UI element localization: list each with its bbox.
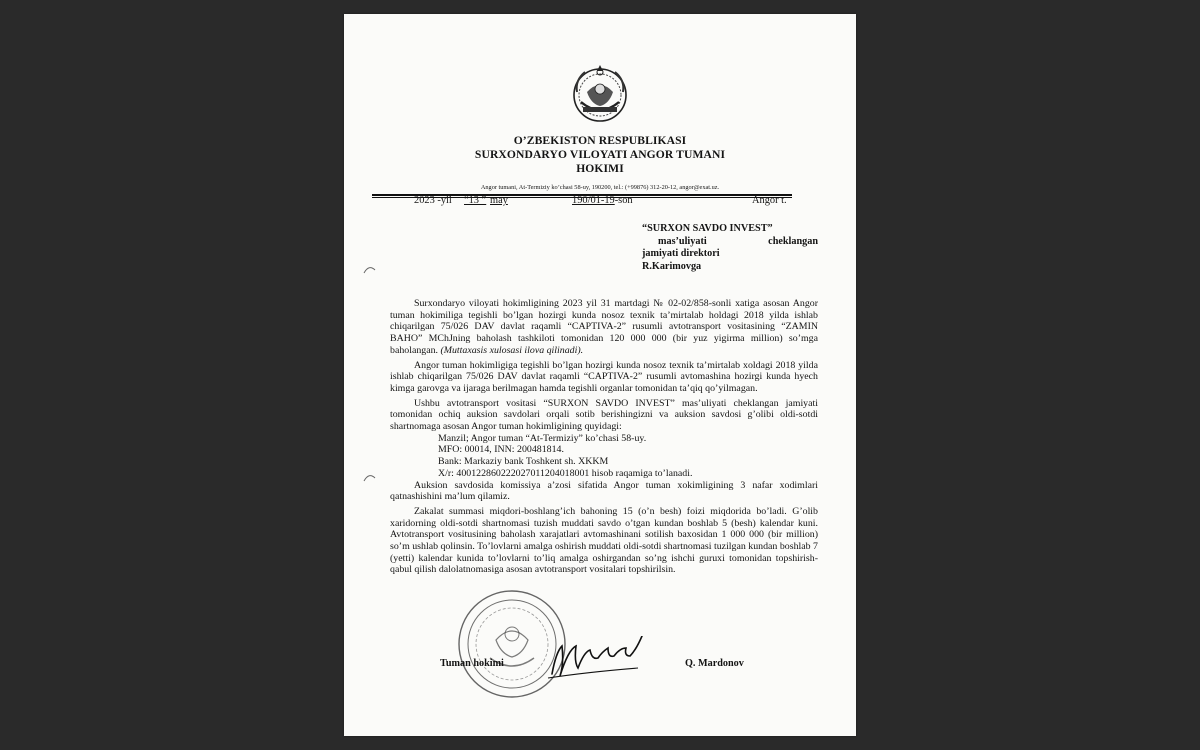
date-place: Angor t. bbox=[752, 195, 787, 206]
requisite-bank: Bank: Markaziy bank Toshkent sh. XKKM bbox=[438, 456, 609, 468]
header-office: HOKIMI bbox=[576, 162, 624, 175]
state-emblem bbox=[569, 62, 631, 124]
punch-hole-mark bbox=[362, 264, 376, 274]
requisite-account: X/r: 400122860222027011204018001 hisob raqamiga to’lanadi. bbox=[438, 467, 693, 479]
paragraph-5: Zakalat summasi miqdori-boshlang’ich bahoning 15 (o’n besh) foizi miqdorida bo’ladi. G’olib xaridorning oldi-sotdi shartnomasi tuzish muddati savdo o’tgan kundan boshlab 5 (besh) kalendar kuni. Avtotransport vositusining baholash xarajatlari avtomashinani sotilish baxosidan 1 000 000 (bir million) so’m ushlab qolinsin. To’lovlarni amalga oshirish muddati oldi-sotdi shartnomasi tuzilgan kundan boshlab 7 (yetti) kalendar kunida to’lovlarni to’liq amalga oshirgandan so’ng ishchi guruxi tomonidan topshirish-qabul qilish dalolatnomasiga asosan avtotransport vositalari topshirilsin. bbox=[390, 505, 818, 576]
recipient-line2: mas’uliyati cheklangan bbox=[658, 235, 818, 247]
letter-page bbox=[344, 14, 856, 736]
header-region: SURXONDARYO VILOYATI ANGOR TUMANI bbox=[474, 148, 726, 161]
recipient-company: “SURXON SAVDO INVEST” bbox=[642, 223, 773, 234]
date-day: “13 ” bbox=[464, 195, 487, 206]
punch-hole-mark bbox=[362, 472, 376, 482]
paragraph-4: Auksion savdosida komissiya a’zosi sifatida Angor tuman xokimligining 3 nafar xodimlari qatnashishini ma’lum qilamiz. bbox=[390, 479, 818, 503]
date-year: 2023 -yil bbox=[414, 195, 452, 206]
paragraph-2: Angor tuman hokimligiga tegishli bo’lgan hozirgi kunda nosoz texnik ta’mirtalab xoldagi 2018 yilda ishlab chiqarilgan 75/026 DAV davlat raqamli “CAPTIVA-2” rusumli avtomashina hozirgi kunda hyech kimga garovga va ijaraga berilmagan hamda tegishli organlar tomonidan ta’qiq qo’yilmagan. bbox=[390, 359, 818, 394]
recipient-block bbox=[642, 223, 818, 273]
header-country: O’ZBEKISTON RESPUBLIKASI bbox=[513, 134, 687, 147]
date-month: may bbox=[490, 195, 508, 206]
recipient-name: R.Karimovga bbox=[642, 260, 702, 272]
letter-body bbox=[390, 298, 818, 576]
requisite-mfo: MFO: 00014, INN: 200481814. bbox=[438, 444, 564, 456]
paragraph-1: Surxondaryo viloyati hokimligining 2023 yil 31 martdagi № 02-02/858-sonli xatiga asosan Angor tuman hokimiliga tegishli bo’lgan hozirgi kunda nosoz texnik ta’mirtalab holdagi 2018 yilda ishlab chiqarilgan 75/026 DAV davlat raqamli “CAPTIVA-2” rusumli avtotransport vositasining “ZAMIN BAHO” MChJning baholash tashkiloti tomonidan 120 000 000 (bir yuz yigirma million) so’mga baholangan. (Muttaxasis xulosasi ilova qilinadi). bbox=[390, 298, 818, 356]
requisite-address: Manzil; Angor tuman “At-Termiziy” ko’chasi 58-uy. bbox=[438, 432, 647, 444]
paragraph-1-note: (Muttaxasis xulosasi ilova qilinadi). bbox=[440, 344, 584, 356]
signatory-title: Tuman hokimi bbox=[440, 658, 504, 669]
paragraph-3: Ushbu avtotransport vositasi “SURXON SAVDO INVEST” mas’uliyati cheklangan jamiyati tomonidan ochiq auksion savdolari orqali sotib berishingizni va auksion savdosi g’olibi oldi-sotdi shartnomaga asosan Angor tuman hokimligining quyidagi: bbox=[390, 397, 818, 433]
document-number: 190/01-19-son bbox=[572, 195, 633, 206]
handwritten-signature bbox=[544, 636, 664, 686]
signatory-name: Q. Mardonov bbox=[685, 658, 744, 669]
recipient-line3: jamiyati direktori bbox=[642, 248, 720, 260]
header-address: Angor tumani, At-Termiziy ko’chasi 58-uy, 190200, tel.: (+99876) 312-20-12, angor@exat.uz. bbox=[480, 184, 720, 191]
